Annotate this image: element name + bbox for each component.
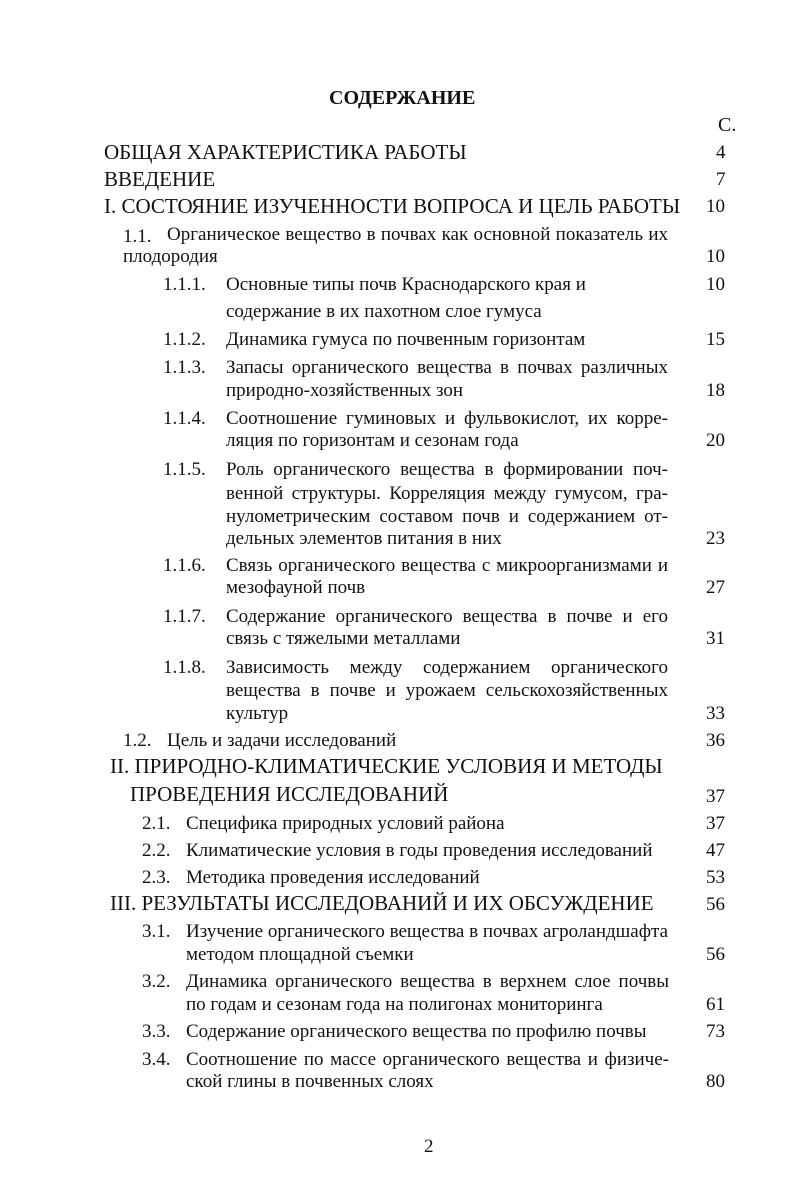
toc-entry-line: Методика проведения исследований <box>186 867 480 888</box>
toc-entry-page: 31 <box>706 628 725 649</box>
toc-entry-line: Динамика гумуса по почвенным горизонтам <box>226 329 586 350</box>
toc-entry-page: 36 <box>706 730 725 751</box>
toc-entry-line: Зависимость между содержанием органического <box>226 657 668 678</box>
toc-entry-line: Изучение органического вещества в почвах агроландшафта <box>186 921 669 942</box>
toc-entry-number: 2.3. <box>142 867 171 888</box>
toc-entry-line: Роль органического вещества в формировании поч- <box>226 459 668 480</box>
toc-entry-line: ляция по горизонтам и сезонам года <box>226 430 519 451</box>
toc-entry-text: III. РЕЗУЛЬТАТЫ ИССЛЕДОВАНИЙ И ИХ ОБСУЖДЕНИЕ <box>110 891 654 915</box>
toc-entry-line: нулометрическим составом почв и содержанием от- <box>226 506 668 527</box>
toc-entry-number: 1.1.7. <box>163 606 206 627</box>
toc-entry-line: ПРОВЕДЕНИЯ ИССЛЕДОВАНИЙ <box>130 782 449 806</box>
toc-entry-page: 47 <box>706 840 725 861</box>
toc-entry-page: 56 <box>706 944 725 965</box>
toc-entry-page: 23 <box>706 528 725 549</box>
toc-entry-number: 3.3. <box>142 1021 171 1042</box>
toc-entry-line: дельных элементов питания в них <box>226 528 502 549</box>
toc-entry-number: 1.1.4. <box>163 408 206 429</box>
toc-entry-number: 1.1.1. <box>163 274 206 295</box>
toc-entry-page: 20 <box>706 430 725 451</box>
toc-entry-page: 80 <box>706 1071 725 1092</box>
toc-entry-number: 2.1. <box>142 813 171 834</box>
toc-entry-text: I. СОСТОЯНИЕ ИЗУЧЕННОСТИ ВОПРОСА И ЦЕЛЬ РАБОТЫ <box>104 194 681 218</box>
toc-entry-number: 1.2. <box>123 730 152 751</box>
toc-entry-number: 3.4. <box>142 1049 171 1070</box>
toc-entry-line: Климатические условия в годы проведения исследований <box>186 840 653 861</box>
toc-entry-page: 10 <box>706 274 725 295</box>
toc-entry-line: природно-хозяйственных зон <box>226 380 464 401</box>
page-number: 2 <box>424 1136 434 1157</box>
toc-entry-line: Содержание органического вещества по профилю почвы <box>186 1021 647 1042</box>
page-title: СОДЕРЖАНИЕ <box>329 87 476 109</box>
toc-entry-line: Связь органического вещества с микроорганизмами и <box>226 555 668 576</box>
toc-entry-page: 33 <box>706 703 725 724</box>
toc-entry-line: связь с тяжелыми металлами <box>226 628 461 649</box>
toc-entry-line: Органическое вещество в почвах как основной показатель их <box>167 224 668 245</box>
toc-entry-line: вещества в почве и урожаем сельскохозяйственных <box>226 680 668 701</box>
toc-entry-number: 1.1.3. <box>163 357 206 378</box>
toc-entry-page: 7 <box>716 169 726 190</box>
toc-entry-line: Соотношение по массе органического вещества и физиче- <box>186 1049 669 1070</box>
toc-entry-line: Основные типы почв Краснодарского края и <box>226 274 586 295</box>
toc-entry-page: 4 <box>716 142 726 163</box>
toc-entry-line: венной структуры. Корреляция между гумусом, гра- <box>226 483 668 504</box>
toc-entry-page: 37 <box>706 786 725 807</box>
toc-entry-page: 10 <box>706 196 725 217</box>
toc-entry-line: по годам и сезонам года на полигонах мониторинга <box>186 994 603 1015</box>
toc-entry-number: 1.1.8. <box>163 657 206 678</box>
toc-entry-line: Соотношение гуминовых и фульвокислот, их корре- <box>226 408 668 429</box>
toc-entry-number: 3.2. <box>142 971 171 992</box>
toc-entry-number: 1.1.2. <box>163 329 206 350</box>
toc-entry-line: плодородия <box>123 246 218 267</box>
toc-entry-text: ОБЩАЯ ХАРАКТЕРИСТИКА РАБОТЫ <box>104 140 467 164</box>
toc-entry-page: 27 <box>706 577 725 598</box>
toc-entry-page: 53 <box>706 867 725 888</box>
toc-entry-line: Цель и задачи исследований <box>167 730 397 751</box>
toc-entry-number: 1.1.6. <box>163 555 206 576</box>
toc-entry-page: 15 <box>706 329 725 350</box>
toc-entry-page: 18 <box>706 380 725 401</box>
toc-entry-line: культур <box>226 703 289 724</box>
toc-entry-page: 73 <box>706 1021 725 1042</box>
toc-entry-line: содержание в их пахотном слое гумуса <box>226 301 542 322</box>
toc-entry-line: мезофауной почв <box>226 577 366 598</box>
toc-entry-number: 2.2. <box>142 840 171 861</box>
toc-entry-page: 56 <box>706 894 725 915</box>
toc-entry-page: 61 <box>706 994 725 1015</box>
page-column-label: С. <box>718 114 737 136</box>
toc-entry-number: 3.1. <box>142 921 171 942</box>
toc-entry-page: 10 <box>706 246 725 267</box>
toc-entry-line: II. ПРИРОДНО-КЛИМАТИЧЕСКИЕ УСЛОВИЯ И МЕТОДЫ <box>110 754 663 778</box>
toc-entry-number: 1.1. <box>123 226 152 247</box>
toc-entry-line: Содержание органического вещества в почве и его <box>226 606 668 627</box>
toc-entry-line: Динамика органического вещества в верхнем слое почвы <box>186 971 669 992</box>
toc-entry-line: Запасы органического вещества в почвах различных <box>226 357 668 378</box>
toc-entry-line: методом площадной съемки <box>186 944 414 965</box>
toc-entry-page: 37 <box>706 813 725 834</box>
toc-entry-line: ской глины в почвенных слоях <box>186 1071 434 1092</box>
toc-entry-number: 1.1.5. <box>163 459 206 480</box>
toc-entry-text: ВВЕДЕНИЕ <box>104 167 216 191</box>
toc-entry-line: Специфика природных условий района <box>186 813 505 834</box>
